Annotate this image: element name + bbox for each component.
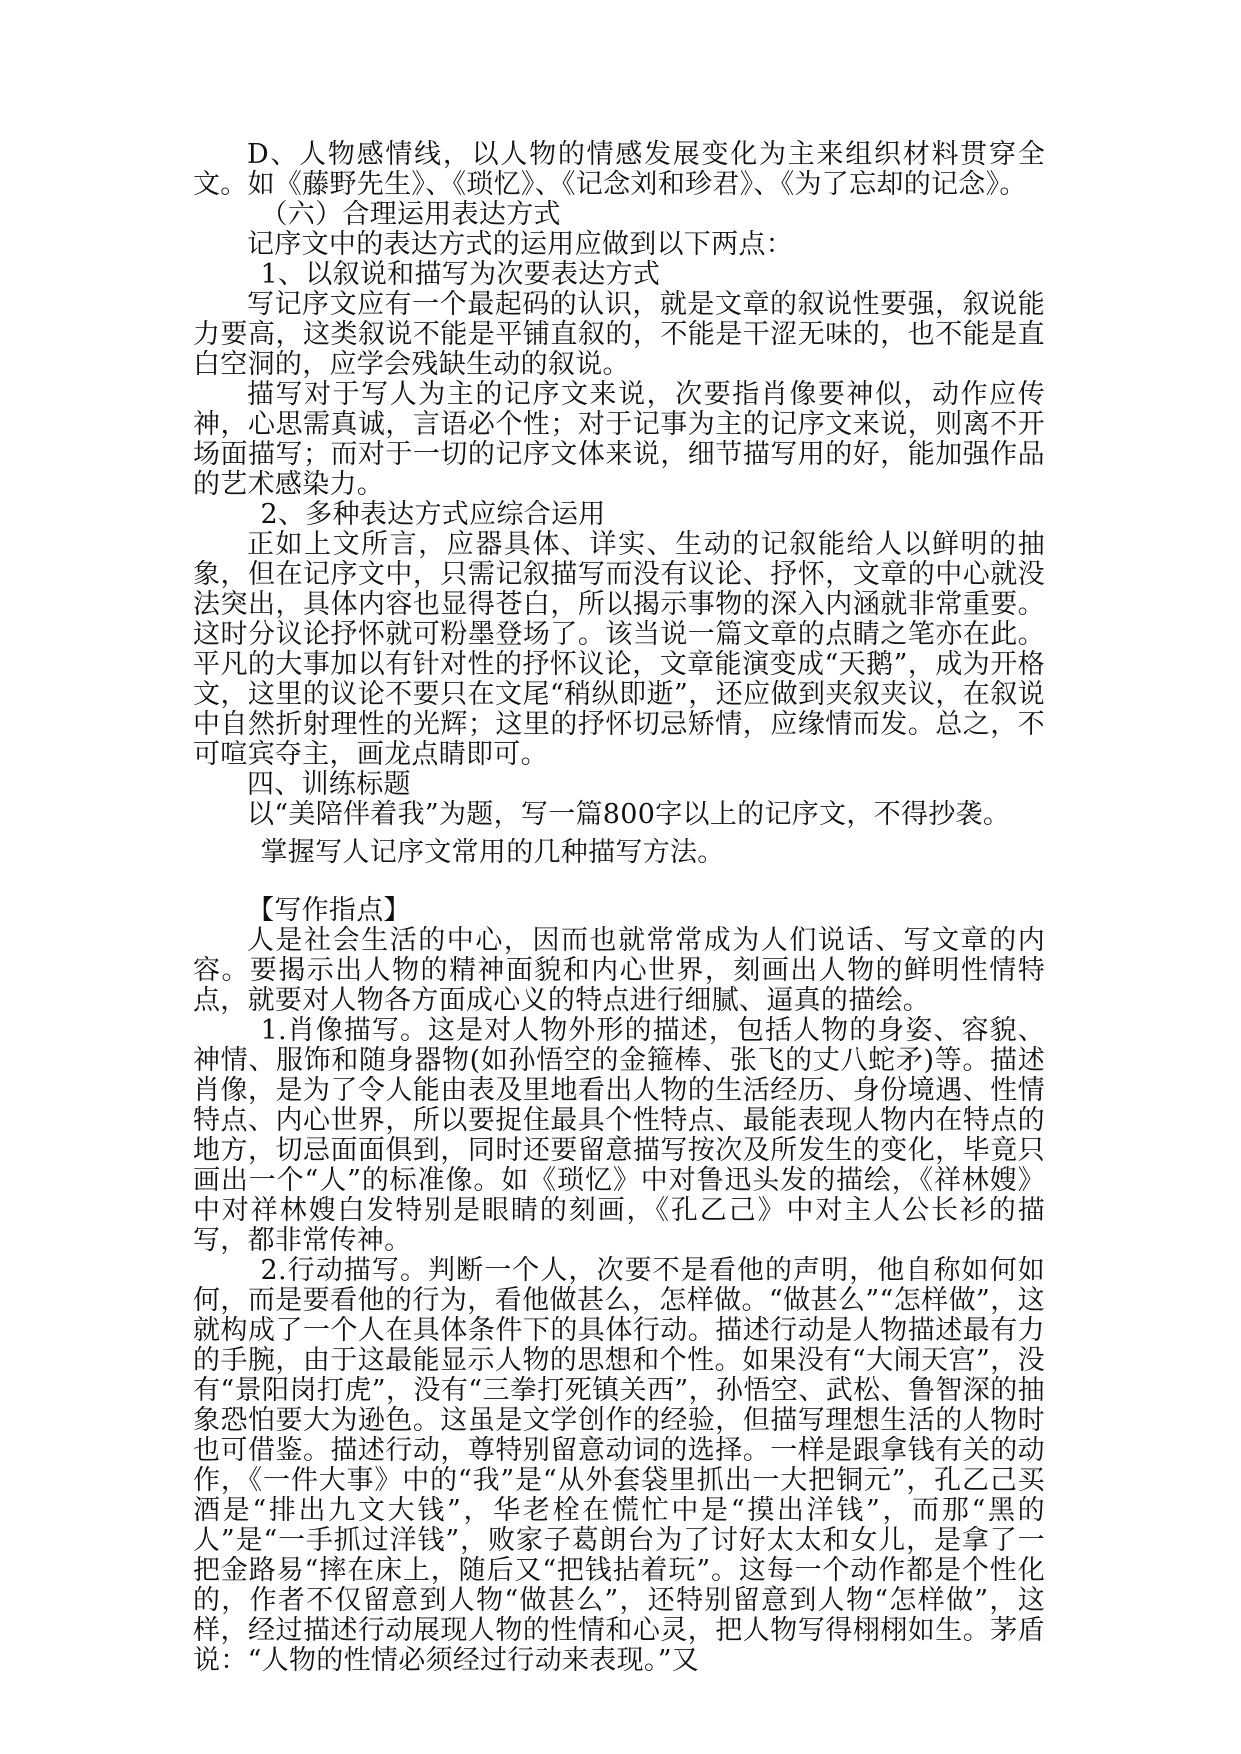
spacer xyxy=(193,868,1045,896)
subheading-combined-methods: 2、多种表达方式应综合运用 xyxy=(260,499,606,530)
paragraph-emotion-line: D、人物感情线，以人物的情感发展变化为主来组织材料贯穿全文。如《藤野先生》、《琐忆》、《记念刘和珍君》、《为了忘却的记念》。 xyxy=(193,139,1045,200)
heading-writing-tips: 【写作指点】 xyxy=(247,895,411,926)
paragraph-assignment: 以“美陪伴着我”为题，写一篇800字以上的记序文，不得抄袭。 xyxy=(247,799,1011,830)
section-writing-guidance xyxy=(193,838,1045,1676)
paragraph-narration: 写记序文应有一个最起码的认识，就是文章的叙说性要强，叙说能力要高，这类叙说不能是平铺直叙的，不能是干涩无味的，也不能是直白空洞的，应学会残缺生动的叙说。 xyxy=(193,289,1045,380)
subheading-narration-description: 1、以叙说和描写为次要表达方式 xyxy=(260,259,661,290)
paragraph-combined-methods: 正如上文所言，应器具体、详实、生动的记叙能给人以鲜明的抽象，但在记序文中，只需记叙描写而没有议论、抒怀，文章的中心就没法突出，具体内容也显得苍白，所以揭示事物的深入内涵就非常重要。这时分议论抒怀就可粉墨登场了。该当说一篇文章的点睛之笔亦在此。平凡的大事加以有针对性的抒怀议论，文章能演变成“天鹅”，成为开格文，这里的议论不要只在文尾“稍纵即逝”，还应做到夹叙夹议，在叙说中自然折射理性的光辉；这里的抒怀切忌矫情，应缘情而发。总之，不可喧宾夺主，画龙点睛即可。 xyxy=(193,529,1045,770)
paragraph-people-center: 人是社会生活的中心，因而也就常常成为人们说话、写文章的内容。要揭示出人物的精神面貌和内心世界，刻画出人物的鲜明性情特点，就要对人物各方面成心义的特点进行细腻、逼真的描绘。 xyxy=(193,925,1045,1016)
section-expression-methods xyxy=(193,140,1045,830)
paragraph-two-points: 记序文中的表达方式的运用应做到以下两点： xyxy=(247,229,793,260)
paragraph-description: 描写对于写人为主的记序文来说，次要指肖像要神似，动作应传神，心思需真诚，言语必个性；对于记事为主的记序文来说，则离不开场面描写；而对于一切的记序文体来说，细节描写用的好，能加强作品的艺术感染力。 xyxy=(193,379,1045,500)
heading-expression-methods: （六）合理运用表达方式 xyxy=(260,199,561,230)
paragraph-objective: 掌握写人记序文常用的几种描写方法。 xyxy=(260,837,725,868)
paragraph-action-description: 2.行动描写。判断一个人，次要不是看他的声明，他自称如何如何，而是要看他的行为，看他做甚么，怎样做。“做甚么”“怎样做”，这就构成了一个人在具体条件下的具体行动。描述行动是人物描述最有力的手腕，由于这最能显示人物的思想和个性。如果没有“大闹天宫”，没有“景阳岗打虎”，没有“三拳打死镇关西”，孙悟空、武松、鲁智深的抽象恐怕要大为逊色。这虽是文学创作的经验，但描写理想生活的人物时也可借鉴。描述行动，尊特别留意动词的选择。一样是跟拿钱有关的动作，《一件大事》中的“我”是“从外套袋里抓出一大把铜元”，孔乙己买酒是“排出九文大钱”，华老栓在慌忙中是“摸出洋钱”，而那“黑的人”是“一手抓过洋钱”，败家子葛朗台为了讨好太太和女儿，是拿了一把金路易“摔在床上，随后又“把钱拈着玩”。这每一个动作都是个性化的，作者不仅留意到人物“做甚么”，还特别留意到人物“怎样做”，这样，经过描述行动展现人物的性情和心灵，把人物写得栩栩如生。茅盾说：“人物的性情必须经过行动来表现。”又 xyxy=(193,1255,1045,1676)
paragraph-portrait-description: 1.肖像描写。这是对人物外形的描述，包括人物的身姿、容貌、神情、服饰和随身器物(如孙悟空的金箍棒、张飞的丈八蛇矛)等。描述肖像，是为了令人能由表及里地看出人物的生活经历、身份境遇、性情特点、内心世界，所以要捉住最具个性特点、最能表现人物内在特点的地方，切忌面面俱到，同时还要留意描写按次及所发生的变化，毕竟只画出一个“人”的标准像。如《琐忆》中对鲁迅头发的描绘，《祥林嫂》中对祥林嫂白发特别是眼睛的刻画，《孔乙己》中对主人公长衫的描写，都非常传神。 xyxy=(193,1015,1045,1256)
heading-training-title: 四、训练标题 xyxy=(247,769,411,800)
